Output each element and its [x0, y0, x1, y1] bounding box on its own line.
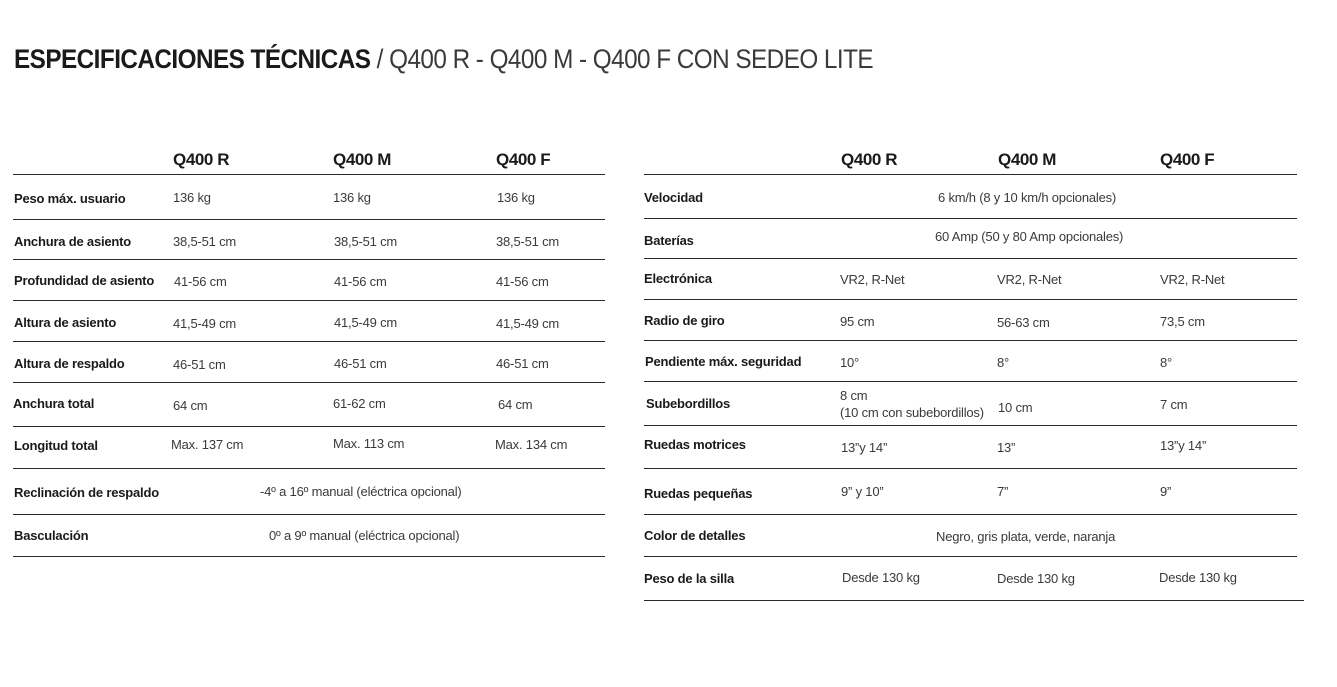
value-q400f: 41,5-49 cm: [496, 316, 560, 331]
value-q400r: 64 cm: [173, 398, 208, 413]
value-q400m: 38,5-51 cm: [334, 234, 398, 249]
value-q400r: Max. 137 cm: [171, 437, 244, 452]
table-row: [644, 259, 1297, 300]
value-q400r-main: 8 cm: [840, 388, 868, 403]
value-q400m: 8°: [997, 355, 1010, 370]
table-row: [13, 469, 605, 515]
row-label: Altura de asiento: [14, 315, 117, 330]
value-q400r: VR2, R-Net: [840, 272, 905, 287]
column-header-q400f: Q400 F: [496, 150, 551, 169]
value-all-models: 6 km/h (8 y 10 km/h opcionales): [938, 190, 1117, 205]
value-q400m: 13”: [997, 440, 1016, 455]
value-q400m: 56-63 cm: [997, 315, 1050, 330]
value-q400f: Desde 130 kg: [1159, 570, 1237, 585]
right-spec-table: [644, 144, 1297, 601]
value-q400r: 9” y 10”: [841, 484, 884, 499]
table-row: [644, 175, 1297, 219]
row-label: Pendiente máx. seguridad: [645, 354, 802, 369]
value-q400m: 46-51 cm: [334, 356, 387, 371]
value-q400r: 46-51 cm: [173, 357, 226, 372]
title-bold: ESPECIFICACIONES TÉCNICAS: [14, 44, 371, 74]
row-label: Ruedas pequeñas: [644, 486, 753, 501]
table-row: [644, 557, 1304, 601]
table-row: [13, 220, 605, 260]
table-row: [644, 219, 1297, 259]
row-label: Velocidad: [644, 190, 703, 205]
table-row: [644, 469, 1297, 515]
value-q400m: Max. 113 cm: [333, 436, 405, 451]
value-q400m: 7”: [997, 484, 1009, 499]
right-table-header: [644, 144, 1297, 175]
row-label: Peso máx. usuario: [14, 191, 126, 206]
row-label: Electrónica: [644, 271, 712, 286]
value-all-models: 60 Amp (50 y 80 Amp opcionales): [935, 229, 1124, 244]
value-q400r: 10°: [840, 355, 860, 370]
row-label: Altura de respaldo: [14, 356, 125, 371]
value-q400f: Max. 134 cm: [495, 437, 568, 452]
value-q400r: 95 cm: [840, 314, 875, 329]
value-q400m: VR2, R-Net: [997, 272, 1062, 287]
value-q400f: 64 cm: [498, 397, 533, 412]
row-label: Anchura de asiento: [14, 234, 132, 249]
row-label: Baterías: [644, 233, 694, 248]
left-table-header: [13, 144, 605, 175]
value-q400m: 41-56 cm: [334, 274, 387, 289]
value-q400f: 38,5-51 cm: [496, 234, 560, 249]
value-q400m: 136 kg: [333, 190, 371, 205]
value-q400r: 38,5-51 cm: [173, 234, 237, 249]
table-row: [644, 515, 1297, 557]
value-q400r: 41-56 cm: [174, 274, 227, 289]
page-title: [14, 44, 873, 75]
table-row: [13, 175, 605, 220]
value-q400f: 9”: [1160, 484, 1172, 499]
table-row: [644, 426, 1297, 469]
table-row: [644, 300, 1297, 341]
row-label: Peso de la silla: [644, 571, 735, 586]
value-all-models: Negro, gris plata, verde, naranja: [936, 529, 1116, 544]
value-q400r: 136 kg: [173, 190, 211, 205]
row-label: Basculación: [14, 528, 89, 543]
row-label: Longitud total: [14, 438, 98, 453]
value-q400r-note: (10 cm con subebordillos): [840, 405, 984, 420]
column-header-q400f: Q400 F: [1160, 150, 1215, 169]
value-q400r: 13”y 14”: [841, 440, 888, 455]
value-q400f: 13”y 14”: [1160, 438, 1207, 453]
table-row: [13, 427, 605, 469]
left-spec-table: [13, 144, 605, 557]
column-header-q400r: Q400 R: [173, 150, 230, 169]
value-q400r: Desde 130 kg: [842, 570, 920, 585]
value-q400f: 7 cm: [1160, 397, 1188, 412]
value-q400f: 46-51 cm: [496, 356, 549, 371]
table-row: [644, 382, 1297, 426]
table-row: [13, 383, 605, 427]
value-q400f: 136 kg: [497, 190, 535, 205]
table-row: [13, 301, 605, 342]
title-models: / Q400 R - Q400 M - Q400 F CON SEDEO LITE: [370, 44, 874, 74]
table-row: [644, 341, 1297, 382]
value-all-models: -4º a 16º manual (eléctrica opcional): [260, 484, 462, 499]
row-label: Reclinación de respaldo: [14, 485, 159, 500]
row-label: Profundidad de asiento: [14, 273, 155, 288]
value-q400r: [840, 387, 984, 421]
value-q400m: 10 cm: [998, 400, 1033, 415]
row-label: Anchura total: [13, 396, 95, 411]
table-row: [13, 515, 605, 557]
value-q400f: 73,5 cm: [1160, 314, 1205, 329]
column-header-q400r: Q400 R: [841, 150, 898, 169]
value-q400m: 41,5-49 cm: [334, 315, 398, 330]
value-q400f: VR2, R-Net: [1160, 272, 1225, 287]
value-all-models: 0º a 9º manual (eléctrica opcional): [269, 528, 460, 543]
column-header-q400m: Q400 M: [333, 150, 392, 169]
value-q400m: 61-62 cm: [333, 396, 386, 411]
row-label: Radio de giro: [644, 313, 725, 328]
table-row: [13, 260, 605, 301]
value-q400f: 8°: [1160, 355, 1173, 370]
row-label: Color de detalles: [644, 528, 746, 543]
column-header-q400m: Q400 M: [998, 150, 1057, 169]
table-row: [13, 342, 605, 383]
value-q400m: Desde 130 kg: [997, 571, 1075, 586]
value-q400r: 41,5-49 cm: [173, 316, 237, 331]
value-q400f: 41-56 cm: [496, 274, 549, 289]
row-label: Ruedas motrices: [644, 437, 746, 452]
row-label: Subebordillos: [646, 396, 731, 411]
